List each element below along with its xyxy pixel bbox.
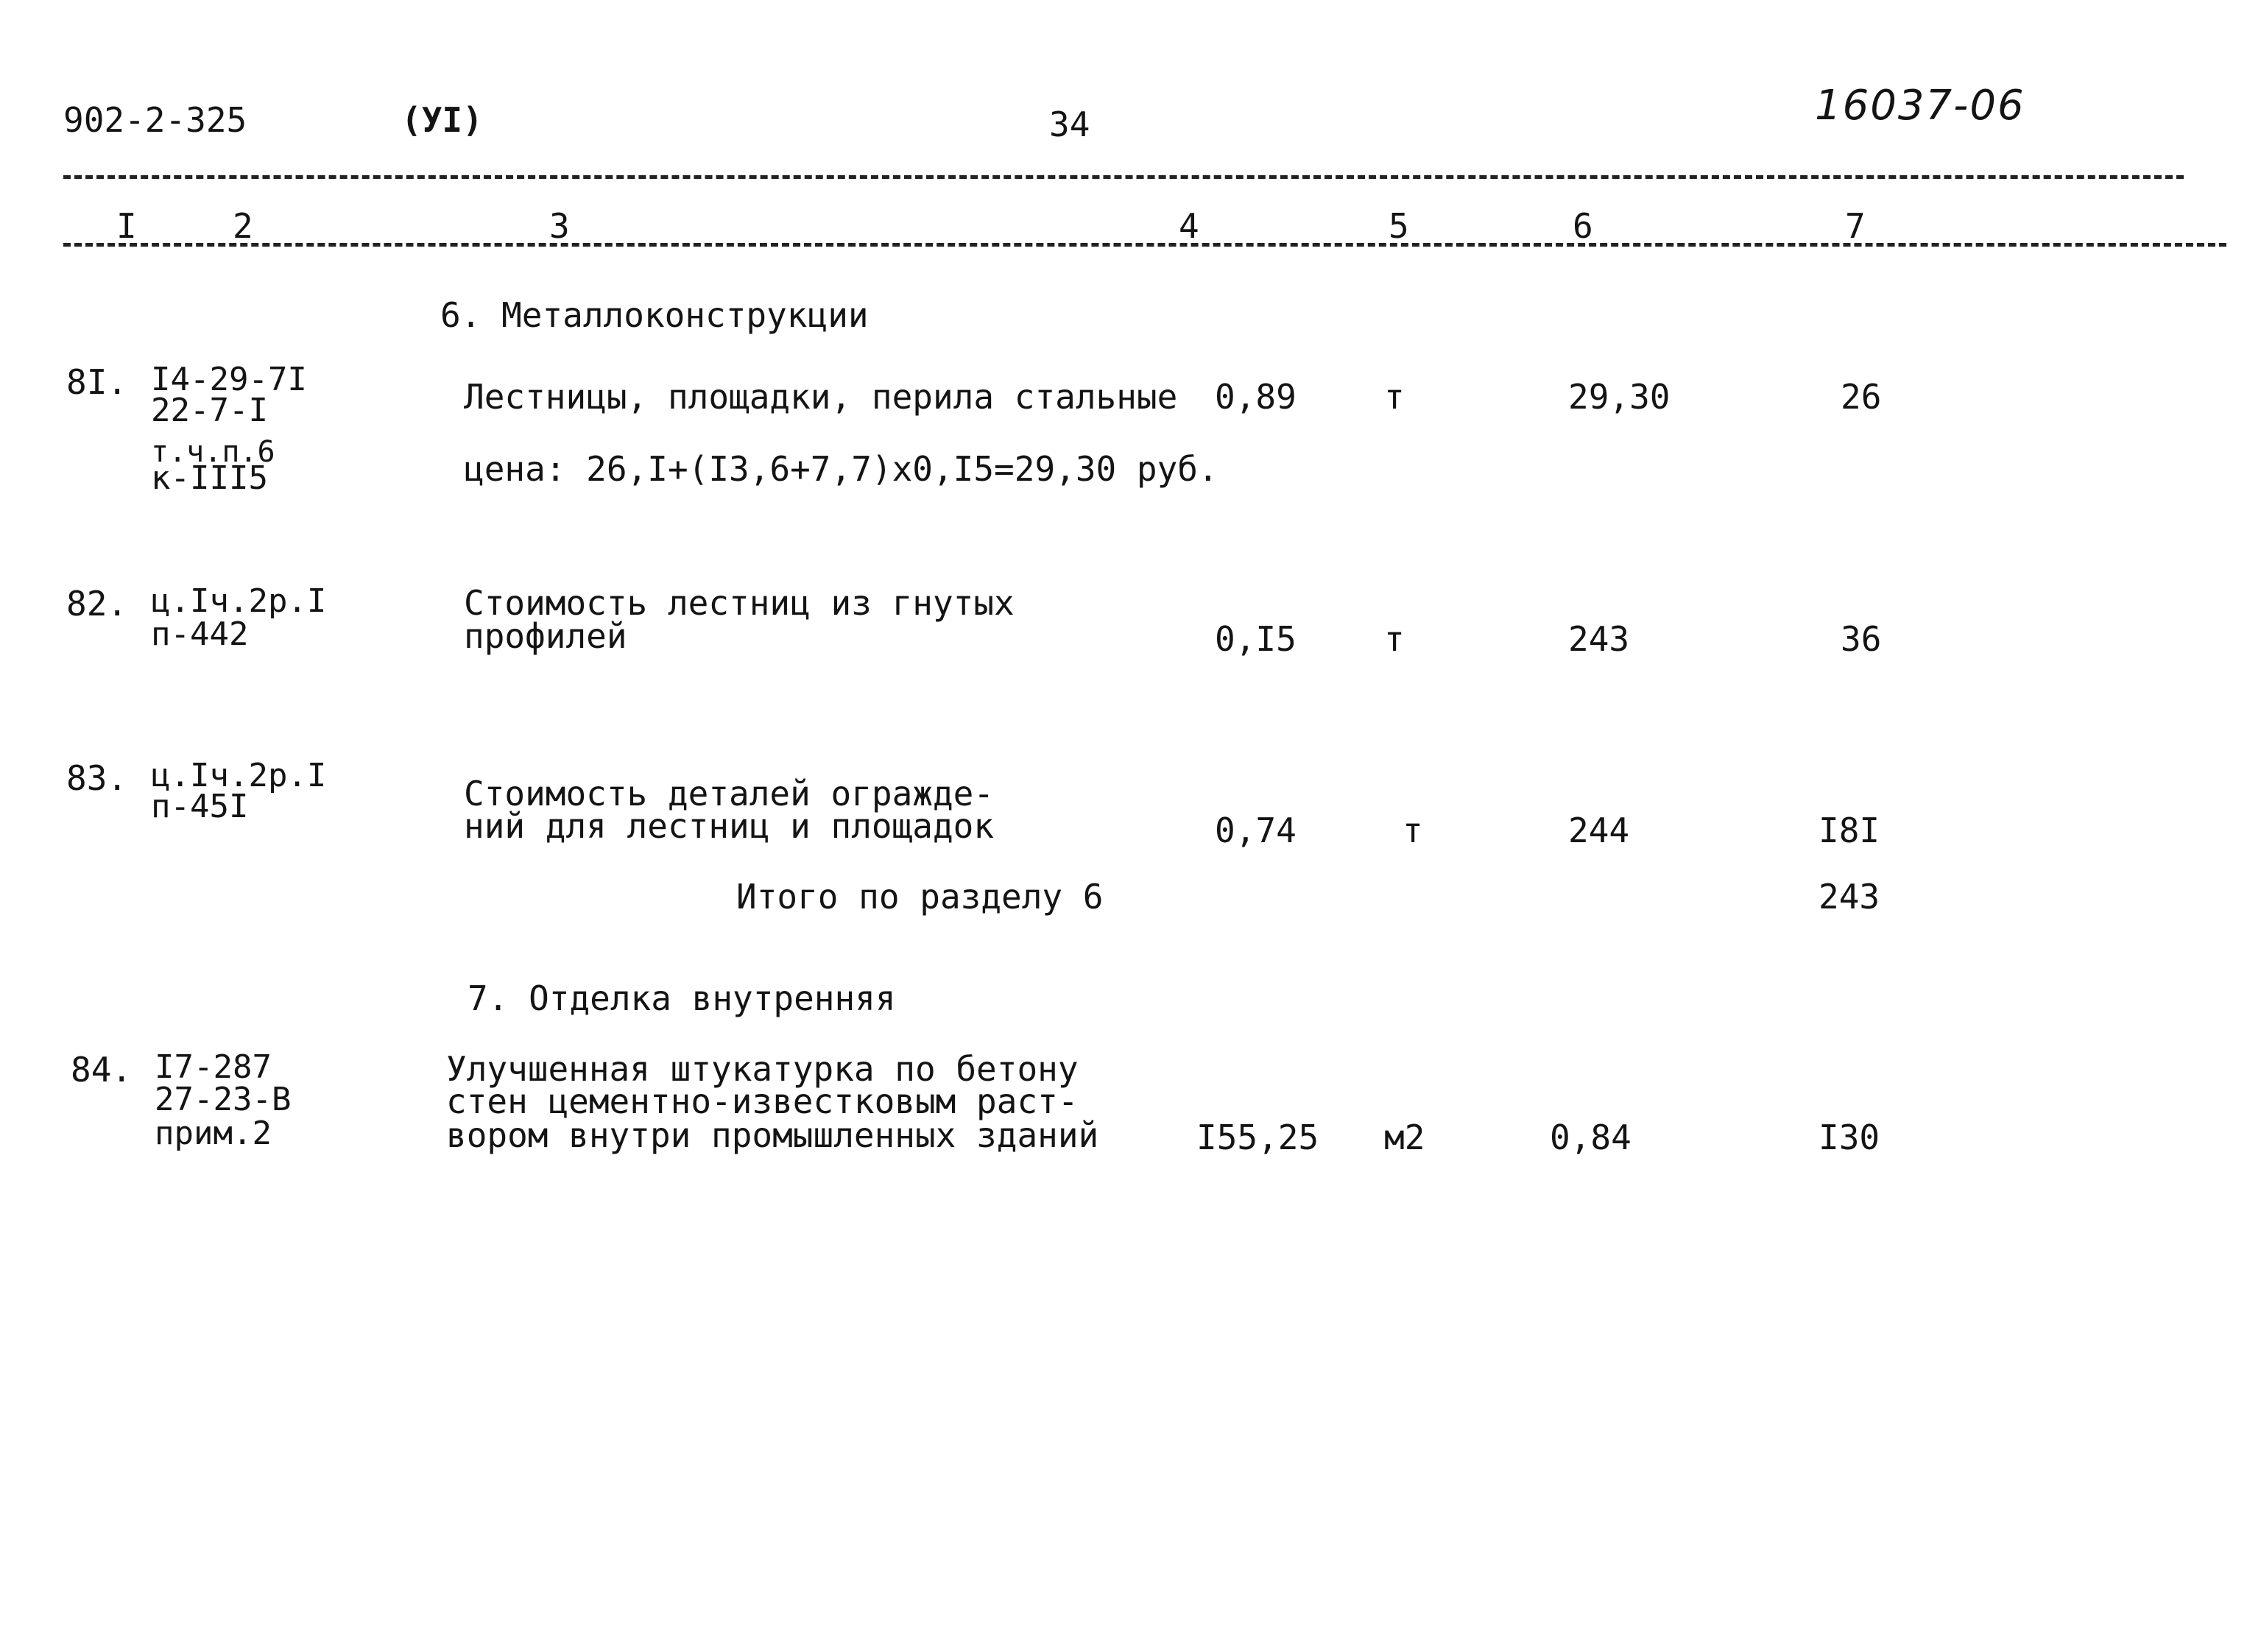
column-header-divider <box>63 243 2226 247</box>
row-reference: прим.2 <box>155 1115 272 1152</box>
row-reference: ц.Iч.2р.I <box>151 582 327 620</box>
column-number-3: 3 <box>545 209 574 243</box>
volume-label: (УI) <box>401 100 483 140</box>
row-description: Стоимость деталей огражде- <box>464 774 995 813</box>
row-reference: ц.Iч.2р.I <box>151 757 327 794</box>
page-number: 34 <box>1049 105 1090 144</box>
column-number-4: 4 <box>1174 209 1204 243</box>
row-description: Лестницы, площадки, перила стальные <box>464 377 1178 417</box>
document-code: 902-2-325 <box>63 100 247 140</box>
row-reference: т.ч.п.6 <box>151 435 275 469</box>
handwritten-number: 16037-06 <box>1815 82 2025 130</box>
row-description: стен цементно-известковым раст- <box>446 1081 1079 1121</box>
column-number-5: 5 <box>1384 209 1414 243</box>
column-number-1: I <box>112 209 141 243</box>
row-quantity: 0,74 <box>1215 811 1297 850</box>
row-number: 84. <box>71 1050 133 1090</box>
row-number: 8I. <box>66 362 128 402</box>
row-number: 83. <box>66 758 128 798</box>
row-reference: к-III5 <box>151 459 268 497</box>
row-total: I8I <box>1819 811 1880 850</box>
row-reference: 22-7-I <box>151 392 268 429</box>
row-unit-price: 244 <box>1568 811 1630 850</box>
row-unit-price: 0,84 <box>1550 1118 1632 1157</box>
row-unit: т <box>1384 619 1405 659</box>
column-number-7: 7 <box>1841 209 1870 243</box>
row-unit-price: 29,30 <box>1568 377 1671 417</box>
header-divider <box>63 175 2184 179</box>
row-quantity: I55,25 <box>1196 1118 1319 1157</box>
row-description: ний для лестниц и площадок <box>464 806 995 846</box>
row-reference: п-45I <box>151 788 249 825</box>
row-unit-price: 243 <box>1568 619 1630 659</box>
row-reference: I7-287 <box>155 1048 272 1086</box>
row-description: Стоимость лестниц из гнутых <box>464 583 1015 623</box>
row-description: профилей <box>464 616 627 656</box>
row-quantity: 0,I5 <box>1215 619 1297 659</box>
price-calculation-note: цена: 26,I+(I3,6+7,7)x0,I5=29,30 руб. <box>464 449 1218 489</box>
row-unit: т <box>1384 377 1405 417</box>
section-title: 7. Отделка внутренняя <box>468 978 896 1018</box>
subtotal-value: 243 <box>1819 877 1880 917</box>
row-reference: 27-23-В <box>155 1081 292 1118</box>
row-description: вором внутри промышленных зданий <box>446 1115 1099 1155</box>
row-number: 82. <box>66 584 128 624</box>
column-number-2: 2 <box>228 209 258 243</box>
row-total: 26 <box>1841 377 1882 417</box>
row-reference: п-442 <box>151 615 249 653</box>
row-total: 36 <box>1841 619 1882 659</box>
row-quantity: 0,89 <box>1215 377 1297 417</box>
section-title: 6. Металлоконструкции <box>440 295 869 335</box>
subtotal-label: Итого по разделу 6 <box>736 877 1104 917</box>
row-description: Улучшенная штукатурка по бетону <box>446 1049 1079 1089</box>
row-total: I30 <box>1819 1118 1880 1157</box>
row-unit: м2 <box>1384 1118 1425 1157</box>
column-number-6: 6 <box>1568 209 1598 243</box>
row-unit: т <box>1403 811 1423 850</box>
row-reference: I4-29-7I <box>151 361 307 398</box>
